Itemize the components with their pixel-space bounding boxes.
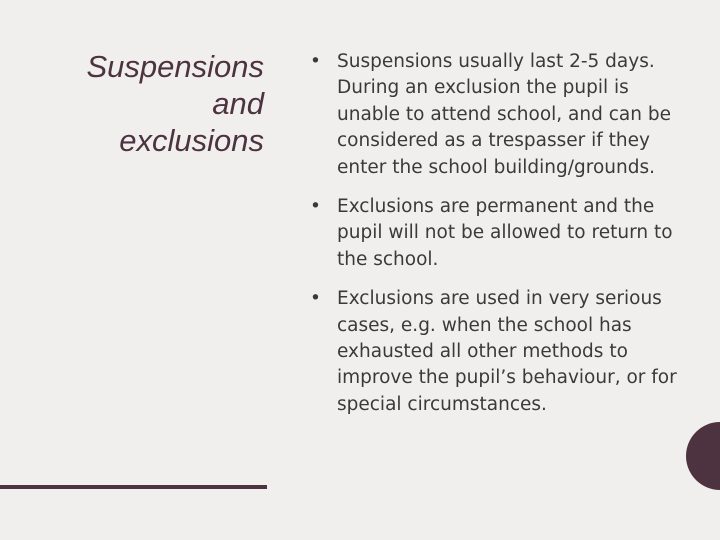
bullet-item: [308, 49, 688, 181]
bullet-item: [308, 286, 688, 418]
bullet-marker: •: [310, 51, 321, 72]
bullet-text: Suspensions usually last 2-5 days. During an exclusion the pupil is unable to attend school, and can be considered as a trespasser if they enter the school building/grounds.: [337, 51, 671, 178]
title-line: exclusions: [119, 123, 264, 159]
bullet-text: Exclusions are used in very serious cases, e.g. when the school has exhausted all other methods to improve the pupil’s behaviour, or for special circumstances.: [337, 288, 677, 415]
title-line: Suspensions: [86, 49, 264, 84]
slide-title: [20, 48, 264, 160]
bullet-marker: •: [310, 288, 321, 310]
title-line: and: [212, 86, 264, 122]
bullet-text: Exclusions are permanent and the pupil will not be allowed to return to the school.: [337, 196, 673, 270]
bullet-marker: •: [310, 196, 321, 218]
bullet-list: [308, 49, 688, 431]
decorative-circle: [686, 422, 720, 490]
title-divider-line: [0, 485, 267, 489]
bullet-item: [308, 194, 688, 273]
